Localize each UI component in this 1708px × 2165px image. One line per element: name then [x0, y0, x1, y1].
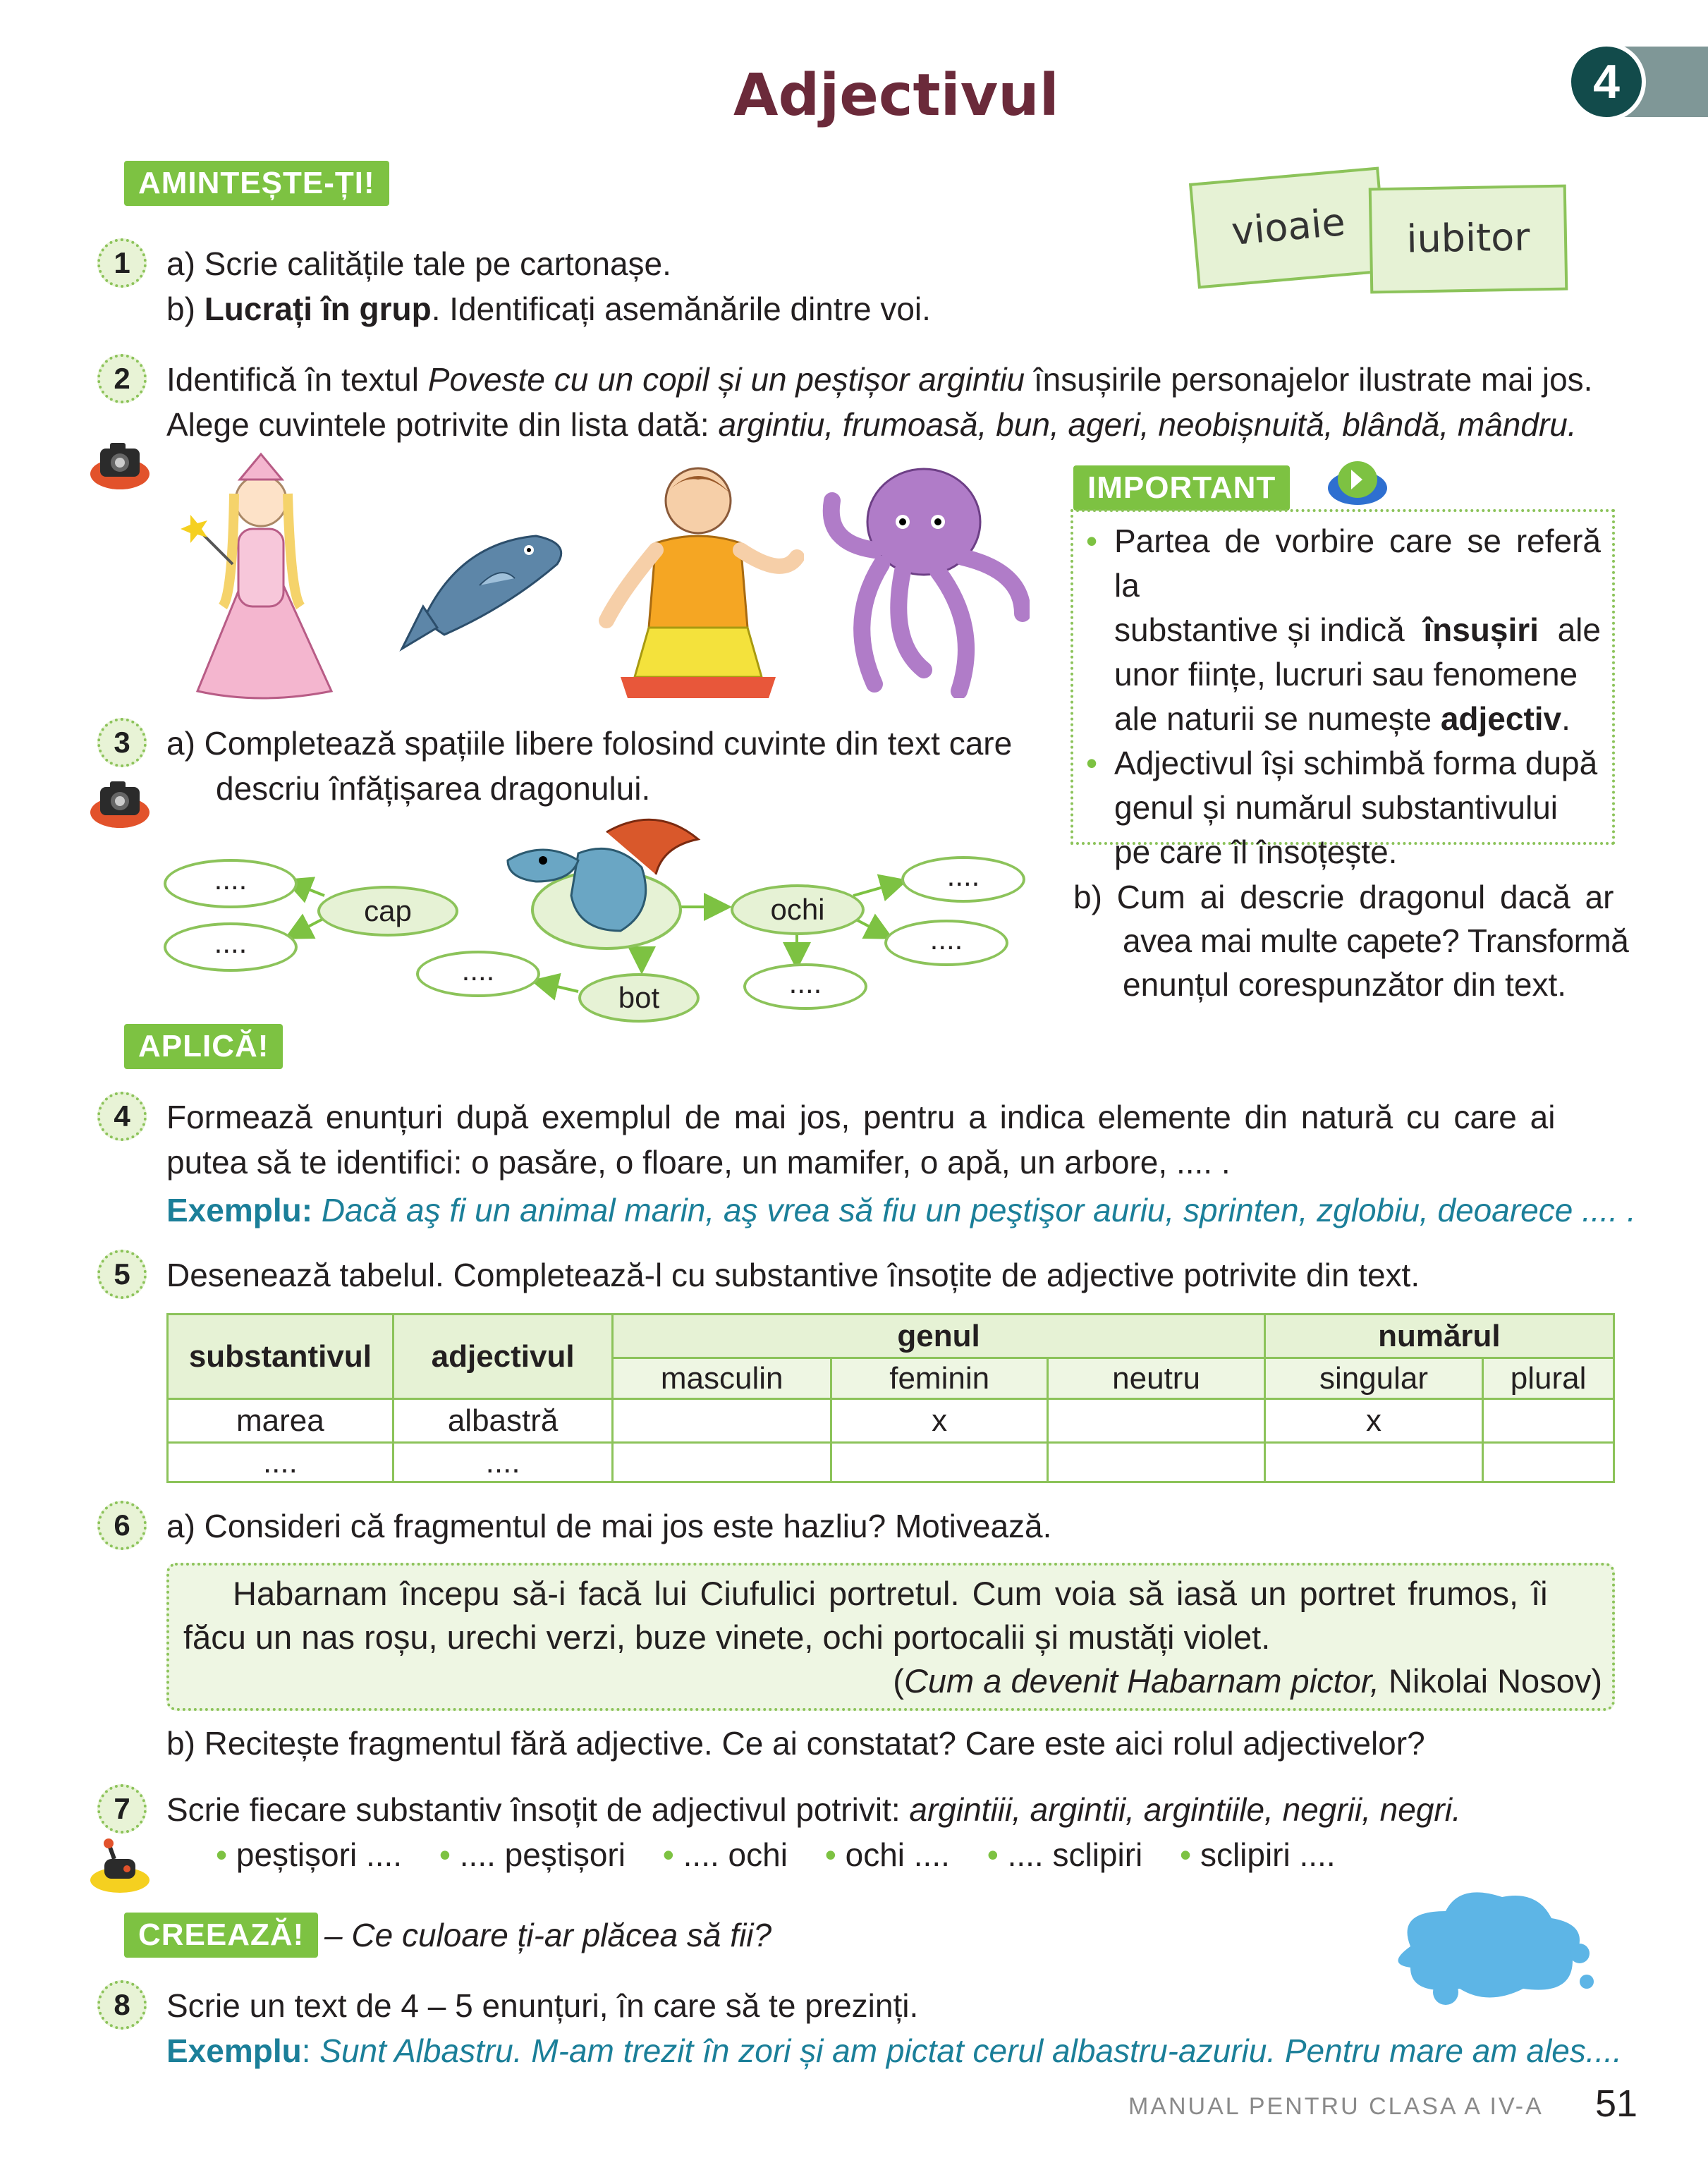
- exercise-number-4: 4: [97, 1092, 147, 1141]
- creeaza-prompt: – Ce culoare ți-ar plăcea să fii?: [324, 1917, 772, 1953]
- table-cell: marea: [168, 1399, 394, 1443]
- ex2-l2-italic: argintiu, frumoasă, bun, ageri, neobișnuită, blândă, mândru.: [718, 406, 1577, 443]
- table-cell: [1483, 1399, 1614, 1443]
- exercise-number-3: 3: [97, 718, 147, 767]
- exercise-number-6: 6: [97, 1501, 147, 1550]
- table-cell: [613, 1443, 831, 1482]
- important-b1-l4: ale naturii se numește adjectiv.: [1114, 700, 1570, 737]
- exercise-number-7: 7: [97, 1784, 147, 1834]
- oval-blank-cap-top: ....: [164, 859, 298, 908]
- ex6-b: b) Recitește fragmentul fără adjective. Ce ai constatat? Care este aici rolul adjectivelor?: [166, 1725, 1425, 1762]
- table-cell: [1048, 1443, 1264, 1482]
- th-numarul: numărul: [1264, 1315, 1614, 1358]
- table-row: [168, 1443, 1614, 1482]
- oval-blank-ochi-top: ....: [901, 856, 1025, 903]
- important-label: IMPORTANT: [1073, 465, 1290, 511]
- th-neutru: neutru: [1048, 1358, 1264, 1399]
- table-row: [168, 1399, 1614, 1443]
- important-b1-l2-end: ale: [1557, 611, 1601, 648]
- table-cell: [831, 1443, 1047, 1482]
- oval-bot: bot: [578, 973, 700, 1023]
- important-bullet-1: • Partea de vorbire care se referă la substantive și indică însușiri ale unor ființe, lucruri sau fenomene ale naturii se numește adjectiv.: [1086, 519, 1601, 741]
- important-b2-l3: pe care îl însoțește.: [1114, 834, 1398, 870]
- important-b1-l2-bold: însușiri: [1423, 611, 1539, 648]
- ex7-line-1: [166, 1787, 1461, 1832]
- ex1-b-bold: Lucrați în grup: [204, 291, 432, 327]
- important-b2-l1: Adjectivul își schimbă forma după: [1114, 745, 1598, 781]
- ex2-line-2: [166, 402, 1577, 447]
- ex6-quote-line-1: Habarnam începu să-i facă lui Ciufulici portretul. Cum voia să iasă un portret frumos, îi: [233, 1575, 1548, 1612]
- ex1-line-b: [166, 286, 931, 331]
- table-cell: x: [1264, 1399, 1482, 1443]
- page-number: 51: [1595, 2082, 1638, 2125]
- ex1-b-rest: . Identificați asemănările dintre voi.: [431, 291, 931, 327]
- th-genul: genul: [613, 1315, 1264, 1358]
- important-b2-l2: genul și numărul substantivului: [1114, 789, 1558, 826]
- important-b1-l2-text: substantive și indică: [1114, 611, 1405, 648]
- ex5-table: [166, 1313, 1615, 1483]
- ex1-b-prefix: b): [166, 291, 205, 327]
- oval-cap: cap: [317, 886, 458, 937]
- ex4-example-label: Exemplu:: [166, 1192, 313, 1228]
- list-item: .... ochi: [683, 1836, 788, 1873]
- list-item: sclipiri ....: [1200, 1836, 1336, 1873]
- paint-splash-icon: [1382, 1883, 1601, 2010]
- fish-illustration: [395, 501, 578, 656]
- oval-blank-bot: ....: [416, 951, 540, 997]
- th-singular: singular: [1264, 1358, 1482, 1399]
- important-b1-l3: unor ființe, lucruri sau fenomene: [1114, 656, 1578, 693]
- exercise-number-8: 8: [97, 1980, 147, 2030]
- table-cell: albastră: [393, 1399, 613, 1443]
- exercise-number-2: 2: [97, 354, 147, 403]
- ex4-example: [166, 1188, 1636, 1233]
- chapter-number: 4: [1593, 55, 1620, 109]
- ex6-a: a) Consideri că fragmentul de mai jos este hazliu? Motivează.: [166, 1508, 1052, 1544]
- th-masculin: masculin: [613, 1358, 831, 1399]
- section-label-aplica: APLICĂ!: [124, 1024, 283, 1069]
- octopus-illustration: [818, 458, 1030, 698]
- ex2-l2-a: Alege cuvintele potrivite din lista dată:: [166, 406, 719, 443]
- boy-illustration: [592, 451, 804, 705]
- ex4-example-text: Dacă aş fi un animal marin, aş vrea să fiu un peştişor auriu, sprinten, zglobiu, deoarece .... .: [312, 1192, 1636, 1228]
- important-b1-l1: Partea de vorbire care se referă la: [1114, 523, 1601, 604]
- ex3-a-line-2: descriu înfățișarea dragonului.: [216, 770, 651, 807]
- ex6-src-author: Nikolai Nosov): [1379, 1662, 1602, 1700]
- table-cell: [613, 1399, 831, 1443]
- ex6-src-title: Cum a devenit Habarnam pictor,: [903, 1662, 1379, 1700]
- camera-icon: [89, 434, 151, 491]
- ex2-line-1: [166, 357, 1592, 402]
- ex3-a-line-1: a) Completează spațiile libere folosind cuvinte din text care: [166, 725, 1013, 762]
- th-adjectivul: adjectivul: [393, 1315, 613, 1399]
- th-plural: plural: [1483, 1358, 1614, 1399]
- important-b1-l2: [1114, 608, 1601, 652]
- table-cell: x: [831, 1399, 1047, 1443]
- section-label-creeaza: CREEAZĂ!: [124, 1913, 318, 1958]
- important-list: [1086, 519, 1601, 874]
- table-cell: ....: [393, 1443, 613, 1482]
- ex7-l1-a: Scrie fiecare substantiv însoțit de adjectivul potrivit:: [166, 1791, 910, 1828]
- exercise-number-1: 1: [97, 238, 147, 288]
- card-iubitor: iubitor: [1369, 185, 1568, 294]
- joystick-icon: [89, 1838, 151, 1894]
- ex8-text: Scrie un text de 4 – 5 enunțuri, în care să te prezinți.: [166, 1987, 919, 2024]
- ex4-line-1: Formează enunțuri după exemplul de mai jos, pentru a indica elemente din natură cu care ai: [166, 1099, 1556, 1135]
- chapter-number-badge: [1567, 42, 1646, 121]
- table-cell: [1264, 1443, 1482, 1482]
- footer-manual: MANUAL PENTRU CLASA A IV-A: [1128, 2093, 1544, 2120]
- table-cell: ....: [168, 1443, 394, 1482]
- oval-blank-ochi-bottom: ....: [743, 963, 867, 1010]
- table-cell: [1483, 1443, 1614, 1482]
- ex5-text: Desenează tabelul. Completează-l cu substantive însoțite de adjective potrivite din text.: [166, 1257, 1420, 1293]
- ex8-example: [166, 2028, 1622, 2073]
- oval-blank-ochi-right: ....: [884, 920, 1008, 966]
- princess-illustration: [155, 451, 367, 705]
- ex6-quote-line-2: făcu un nas roșu, urechi verzi, buze vinete, ochi portocalii și mustăți violet.: [183, 1618, 1271, 1656]
- exercise-number-5: 5: [97, 1250, 147, 1299]
- ex8-example-label: Exemplu: [166, 2032, 302, 2069]
- th-substantivul: substantivul: [168, 1315, 394, 1399]
- ex4-line-2: putea să te identifici: o pasăre, o floare, un mamifer, o apă, un arbore, .... .: [166, 1144, 1231, 1181]
- list-item: peștișori ....: [236, 1836, 403, 1873]
- ex7-l1-italic: argintiii, argintii, argintiile, negrii, negri.: [909, 1791, 1461, 1828]
- ex3-b-line-2: avea mai multe capete? Transformă: [1123, 922, 1629, 959]
- ex8-example-text: Sunt Albastru. M-am trezit în zori și am pictat cerul albastru-azuriu. Pentru mare am ales....: [310, 2032, 1622, 2069]
- ex1-line-a: a) Scrie calitățile tale pe cartonașe.: [166, 245, 671, 282]
- important-bullet-2: • Adjectivul își schimbă forma după genul și numărul substantivului pe care îl însoțește.: [1086, 741, 1601, 874]
- oval-blank-cap-bottom: ....: [164, 922, 298, 972]
- important-badge-icon: [1326, 451, 1389, 508]
- ex6-src-open: (: [893, 1662, 904, 1700]
- ex3-b-line-3: enunțul corespunzător din text.: [1123, 966, 1567, 1003]
- list-item: ochi ....: [845, 1836, 950, 1873]
- table-cell: [1048, 1399, 1264, 1443]
- list-item: .... sclipiri: [1007, 1836, 1143, 1873]
- th-feminin: feminin: [831, 1358, 1047, 1399]
- card-vioaie: vioaie: [1189, 167, 1388, 289]
- ex8-example-colon: :: [301, 2032, 311, 2069]
- section-label-aminteste: AMINTEȘTE-ȚI!: [124, 161, 389, 206]
- dragon-illustration: [494, 811, 719, 952]
- page-title: Adjectivul: [733, 62, 1059, 129]
- ex2-l1-italic: Poveste cu un copil și un peștișor argintiu: [427, 361, 1025, 398]
- ex7-items: • peștișori .... • .... peștișori • .... ochi • ochi .... • .... sclipiri • sclipiri ....: [216, 1836, 1336, 1873]
- ex3-b-line-1: b) Cum ai descrie dragonul dacă ar: [1073, 879, 1614, 915]
- ex2-l1-b: însușirile personajelor ilustrate mai jos.: [1025, 361, 1593, 398]
- oval-ochi: ochi: [731, 884, 865, 935]
- ex6-quote-source: [893, 1659, 1602, 1704]
- list-item: .... peștișori: [459, 1836, 626, 1873]
- ex2-l1-a: Identifică în textul: [166, 361, 428, 398]
- camera-icon: [89, 773, 151, 829]
